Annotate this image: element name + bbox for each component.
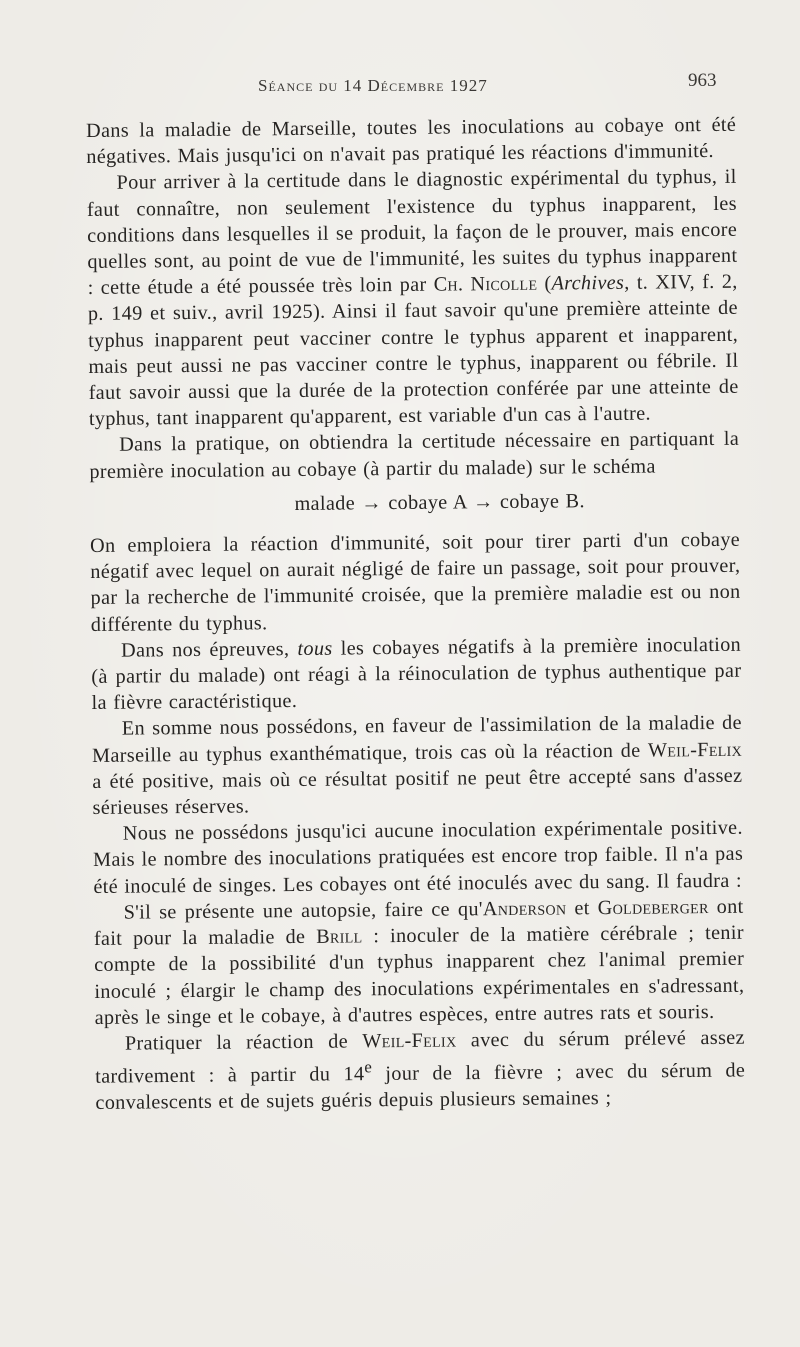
paragraph-text: (	[537, 272, 552, 295]
paragraph-5	[91, 632, 742, 717]
paragraph-text: Dans la pratique, on obtiendra la certitude nécessaire en partiquant la première inoculation au cobaye (à partir du malade) sur le schéma	[89, 428, 740, 483]
superscript: e	[364, 1057, 373, 1077]
paragraph-8	[94, 894, 745, 1031]
paragraph-text: Dans nos épreuves,	[121, 637, 298, 662]
paragraph-3	[89, 426, 739, 485]
paragraph-7	[93, 815, 744, 900]
scheme-text: malade → cobaye A → cobaye B.	[294, 490, 585, 515]
author-name: Goldeberger	[597, 895, 709, 920]
paragraph-2	[87, 164, 739, 432]
paragraph-text: On emploiera la réaction d'immunité, soit pour tirer parti d'un cobaye négatif avec lequel on aurait négligé de faire un passage, soit pour prouver, par la recherche de l'immunité croisée, que la première maladie est ou non différente du typhus.	[90, 528, 741, 636]
paragraph-text: Pratiquer la réaction de	[124, 1030, 363, 1055]
author-name: Anderson	[482, 897, 567, 921]
paragraph-text: Nous ne possédons jusqu'ici aucune inoculation expérimentale positive. Mais le nombre des inoculations pratiquées est encore trop faible. Il n'a pas été inoculé de singes. Les cobayes ont été inoculés avec du sang. Il faudra :	[93, 817, 744, 898]
paragraph-text: avec du sérum prélevé assez tardivement : à partir du 14	[95, 1026, 745, 1088]
author-name: Weil-Felix	[362, 1029, 457, 1053]
journal-title: Archives	[551, 272, 625, 295]
paragraph-9	[95, 1025, 746, 1117]
inoculation-scheme	[90, 487, 740, 519]
paragraph-4	[90, 527, 741, 638]
author-name: Ch. Nicolle	[433, 272, 538, 296]
paragraph-text: , t. XIV, f. 2, p. 149 et suiv., avril 1925). Ainsi il faut savoir qu'une première atteinte de typhus inapparent peut vacciner contre le typhus apparent et inapparent, mais peut aussi ne pas vacciner contre le typhus, inapparent ou fébrile. Il faut savoir aussi que la durée de la protection conférée par une atteinte de typhus, tant inapparent qu'apparent, est variable d'un cas à l'autre.	[87, 270, 739, 431]
paragraph-text: : inoculer de la matière cérébrale ; tenir compte de la possibilité d'un typhus inapparent chez l'animal premier inoculé ; élargir le champ des inoculations expérimentales en s'adressant, après le singe et le cobaye, à d'autres espèces, entre autres rats et souris.	[94, 921, 745, 1029]
paragraph-text: jour de la fièvre ; avec du sérum de convalescents et de sujets guéris depuis plusieurs semaines ;	[95, 1059, 746, 1115]
paragraph-text: ont fait pour la maladie de	[93, 895, 744, 951]
body-text	[86, 112, 746, 1116]
paragraph-text: et	[566, 897, 598, 920]
emphasis: tous	[297, 637, 333, 660]
paragraph-text: les cobayes négatifs à la première inoculation (à partir du malade) ont réagi à la réinoculation de typhus authentique par la fièvre caractéristique.	[91, 633, 742, 715]
paragraph-text: En somme nous possédons, en faveur de l'assimilation de la maladie de Marseille au typhus exanthématique, trois cas où la réaction de	[92, 712, 742, 767]
page-number: 963	[688, 70, 717, 91]
page-header	[0, 70, 800, 100]
running-head: Séance du 14 Décembre 1927	[258, 76, 488, 95]
paragraph-1	[86, 112, 736, 171]
paragraph-text: a été positive, mais où ce résultat positif ne peut être accepté sans d'assez sérieuses réserves.	[92, 764, 743, 820]
author-name: Weil-Felix	[647, 738, 743, 762]
paragraph-text: Dans la maladie de Marseille, toutes les inoculations au cobaye ont été négatives. Mais jusqu'ici on n'avait pas pratiqué les réactions d'immunité.	[86, 113, 737, 169]
paragraph-6	[92, 710, 743, 821]
author-name: Brill	[316, 925, 363, 948]
paragraph-text: Pour arriver à la certitude dans le diagnostic expérimental du typhus, il faut connaître, non seulement l'existence du typhus inapparent, les conditions dans lesquelles il se produit, la façon de le prouver, mais encore quelles sont, au point de vue de l'immunité, les suites du typhus inapparent : cette étude a été poussée très loin par	[86, 166, 738, 300]
paragraph-text: S'il se présente une autopsie, faire ce qu'	[123, 898, 483, 924]
